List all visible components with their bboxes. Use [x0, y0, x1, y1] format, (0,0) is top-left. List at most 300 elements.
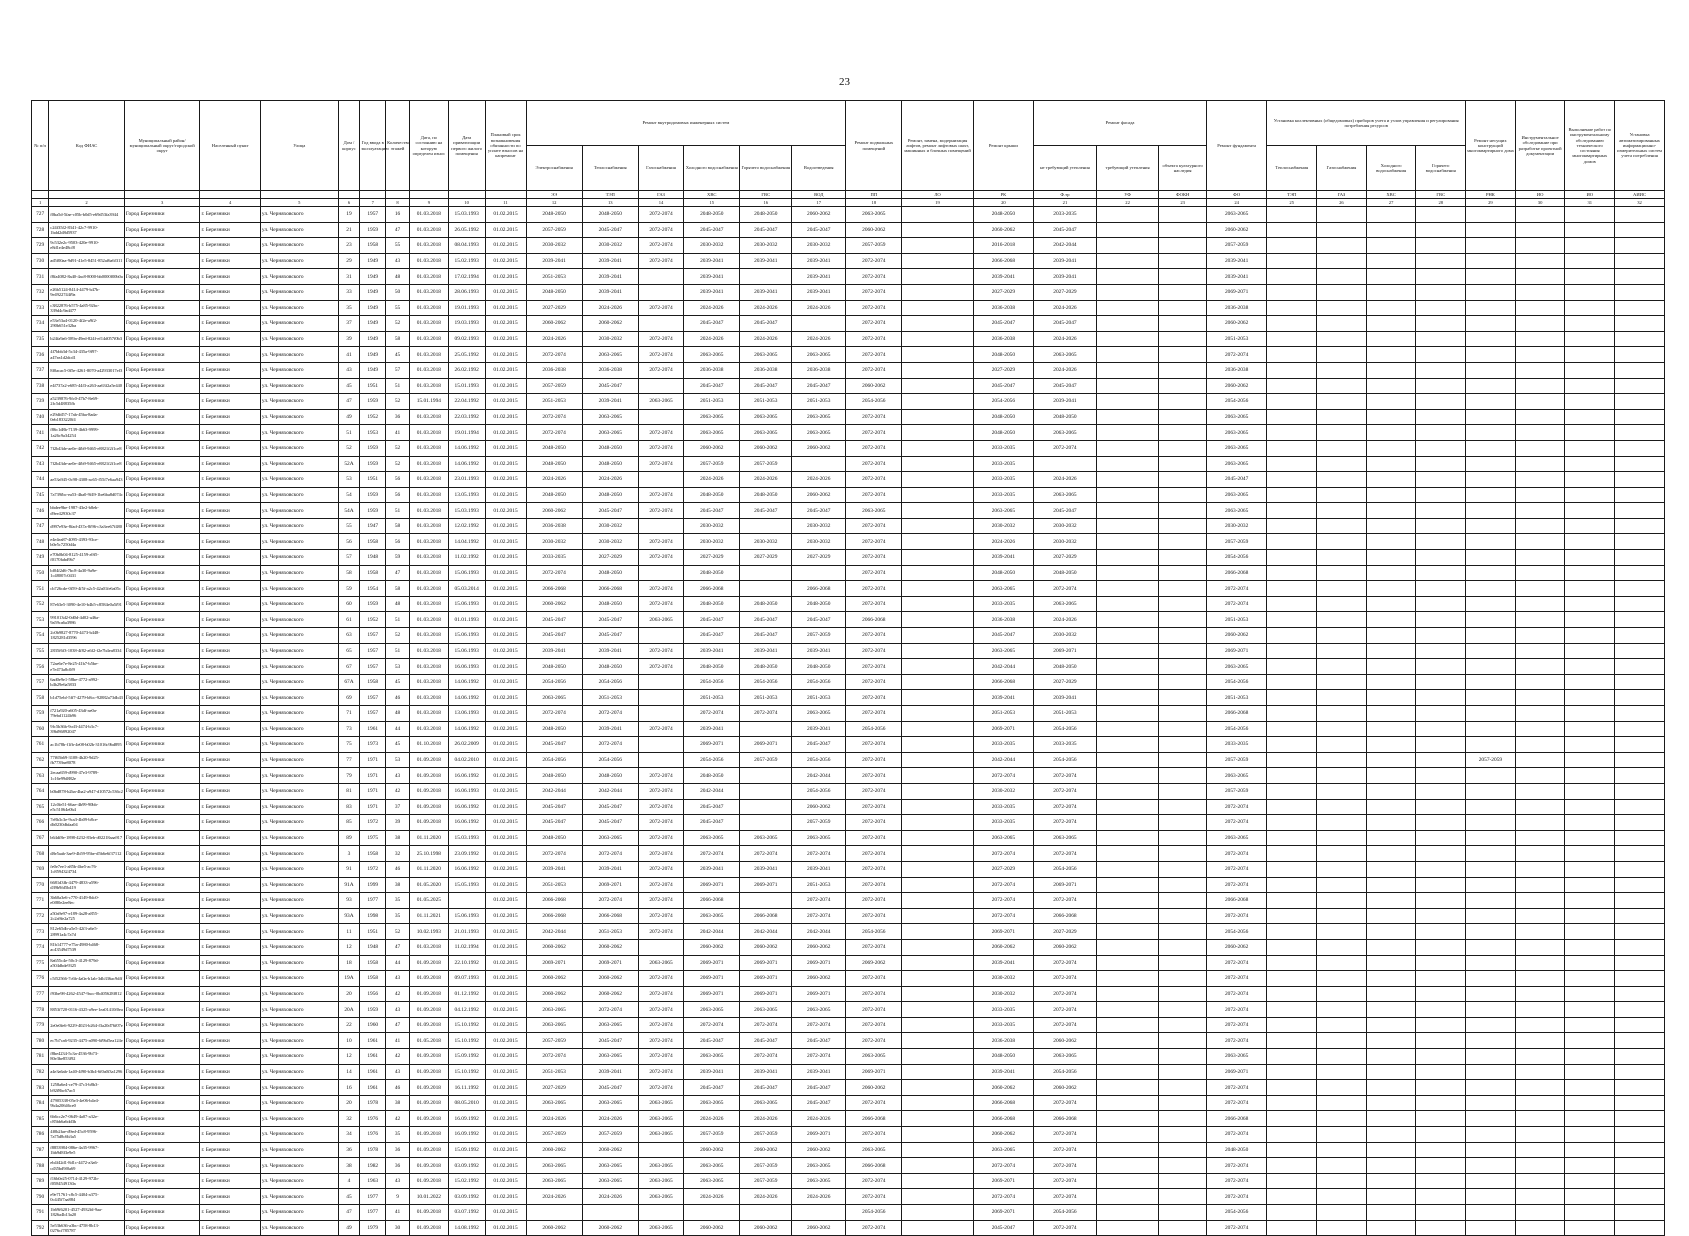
column-header: Ремонт крыши — [973, 101, 1033, 191]
cell-rk: 2072-2074 — [973, 846, 1033, 862]
cell-m2 — [1317, 783, 1367, 799]
cell-lo — [902, 394, 973, 410]
cell-m4 — [1416, 284, 1466, 300]
column-number: 24 — [1206, 199, 1266, 207]
cell-street: ул. Черняховского — [260, 362, 338, 378]
cell-fo: 2072-2074 — [1206, 799, 1266, 815]
column-number: 9 — [409, 199, 448, 207]
cell-ai — [1615, 628, 1665, 644]
cell-d1: 01.09.2018 — [409, 1127, 448, 1143]
cell-fo: 2036-2038 — [1206, 300, 1266, 316]
cell-ai — [1615, 799, 1665, 815]
cell-n: 769 — [32, 861, 49, 877]
cell-n: 768 — [32, 846, 49, 862]
cell-vod: 2054-2056 — [792, 783, 846, 799]
cell-year: 1949 — [360, 331, 386, 347]
cell-n: 739 — [32, 394, 49, 410]
cell-hvs: 2060-2062 — [684, 440, 740, 456]
cell-ai — [1615, 269, 1665, 285]
cell-m3 — [1366, 846, 1416, 862]
cell-loc: г. Березники — [200, 316, 260, 332]
cell-vod: 2042-2044 — [792, 924, 846, 940]
cell-ee: 2045-2047 — [526, 815, 582, 831]
cell-d1: 01.03.2018 — [409, 238, 448, 254]
cell-tep: 2051-2053 — [582, 924, 638, 940]
cell-d3: 01.02.2015 — [485, 846, 526, 862]
cell-n: 770 — [32, 877, 49, 893]
cell-loc: г. Березники — [200, 440, 260, 456]
cell-f3 — [1159, 596, 1207, 612]
cell-d2: 15.06.1993 — [448, 628, 485, 644]
cell-m3 — [1366, 752, 1416, 768]
cell-n: 746 — [32, 503, 49, 519]
cell-rk: 2027-2029 — [973, 861, 1033, 877]
cell-lo — [902, 861, 973, 877]
cell-pp: 2072-2074 — [846, 565, 902, 581]
cell-rk: 2060-2062 — [973, 1127, 1033, 1143]
cell-f1: 2063-2065 — [1034, 596, 1097, 612]
cell-mun: Город Березники — [124, 253, 200, 269]
cell-fias: e9e71761-c8c5-4404-a375-0c445f7aa884 — [49, 1189, 125, 1205]
cell-io1 — [1515, 971, 1565, 987]
cell-gvs: 2069-2071 — [740, 877, 792, 893]
cell-loc: г. Березники — [200, 534, 260, 550]
cell-fias: 5e53b636-a3bc-4758-8b13-0276cf785787 — [49, 1220, 125, 1236]
cell-f1: 2045-2047 — [1034, 222, 1097, 238]
cell-gas: 2063-2065 — [638, 1095, 683, 1111]
cell-d3: 01.02.2015 — [485, 534, 526, 550]
cell-gvs: 2042-2044 — [740, 924, 792, 940]
cell-street: ул. Черняховского — [260, 830, 338, 846]
cell-f2 — [1096, 861, 1159, 877]
cell-d3: 01.02.2015 — [485, 815, 526, 831]
cell-ee: 2066-2068 — [526, 893, 582, 909]
cell-ee: 2057-2059 — [526, 378, 582, 394]
cell-gvs — [740, 1205, 792, 1221]
cell-f3 — [1159, 1173, 1207, 1189]
cell-d3: 01.02.2015 — [485, 1205, 526, 1221]
cell-io2 — [1565, 690, 1615, 706]
cell-rnk — [1466, 284, 1516, 300]
cell-hvs: 2069-2071 — [684, 971, 740, 987]
cell-tep: 2060-2062 — [582, 971, 638, 987]
cell-io2 — [1565, 269, 1615, 285]
cell-io2 — [1565, 331, 1615, 347]
cell-n: 727 — [32, 207, 49, 223]
cell-ee: 2045-2047 — [526, 612, 582, 628]
cell-hvs: 2054-2056 — [684, 674, 740, 690]
cell-ai — [1615, 939, 1665, 955]
cell-d1: 01.03.2018 — [409, 440, 448, 456]
cell-d3: 01.02.2015 — [485, 721, 526, 737]
cell-n: 792 — [32, 1220, 49, 1236]
table-row — [32, 1064, 1665, 1080]
cell-io1 — [1515, 628, 1565, 644]
cell-io1 — [1515, 581, 1565, 597]
cell-io2 — [1565, 1189, 1615, 1205]
cell-ee: 2051-2053 — [526, 1064, 582, 1080]
cell-mun: Город Березники — [124, 612, 200, 628]
cell-hvs: 2039-2041 — [684, 253, 740, 269]
cell-house: 34 — [338, 1127, 360, 1143]
cell-io1 — [1515, 1189, 1565, 1205]
cell-mun: Город Березники — [124, 456, 200, 472]
cell-f3 — [1159, 628, 1207, 644]
cell-gvs: 2024-2026 — [740, 300, 792, 316]
cell-lo — [902, 783, 973, 799]
header-row — [32, 101, 1665, 146]
cell-io2 — [1565, 238, 1615, 254]
cell-d1: 01.03.2018 — [409, 472, 448, 488]
cell-d1: 01.03.2018 — [409, 534, 448, 550]
cell-m2 — [1317, 659, 1367, 675]
cell-m2 — [1317, 1205, 1367, 1221]
cell-house: 91 — [338, 861, 360, 877]
cell-loc: г. Березники — [200, 378, 260, 394]
cell-f2 — [1096, 331, 1159, 347]
cell-d2: 15.10.1992 — [448, 1033, 485, 1049]
cell-f1: 2072-2074 — [1034, 783, 1097, 799]
cell-rk: 2069-2071 — [973, 1173, 1033, 1189]
cell-lo — [902, 893, 973, 909]
cell-vod: 2045-2047 — [792, 1033, 846, 1049]
cell-year: 1951 — [360, 472, 386, 488]
cell-ee: 2060-2062 — [526, 316, 582, 332]
cell-house: 3 — [338, 846, 360, 862]
cell-fias: b64df8e-1898-4232-83eb-d02218aaa917 — [49, 830, 125, 846]
cell-year: 1961 — [360, 1064, 386, 1080]
cell-vod: 2051-2053 — [792, 394, 846, 410]
cell-vod: 2063-2065 — [792, 830, 846, 846]
cell-io1 — [1515, 1049, 1565, 1065]
cell-rnk — [1466, 440, 1516, 456]
cell-fias: f93be98-4262-4547-9acc-0b405628f812 — [49, 986, 125, 1002]
cell-f2 — [1096, 1142, 1159, 1158]
table-row — [32, 1205, 1665, 1221]
cell-hvs: 2048-2050 — [684, 596, 740, 612]
cell-m2 — [1317, 861, 1367, 877]
cell-io2 — [1565, 971, 1615, 987]
cell-n: 781 — [32, 1049, 49, 1065]
cell-fl: 41 — [386, 425, 410, 441]
cell-io1 — [1515, 300, 1565, 316]
cell-pp: 2072-2074 — [846, 752, 902, 768]
cell-io2 — [1565, 706, 1615, 722]
cell-street: ул. Черняховского — [260, 394, 338, 410]
cell-tep: 2048-2050 — [582, 487, 638, 503]
cell-fias: 87e63e5-3090-4e10-b4b5-c8584e0a5f91 — [49, 596, 125, 612]
column-number: 13 — [582, 199, 638, 207]
cell-tep: 2024-2026 — [582, 472, 638, 488]
cell-f2 — [1096, 721, 1159, 737]
cell-street: ул. Черняховского — [260, 924, 338, 940]
cell-io2 — [1565, 207, 1615, 223]
cell-f2 — [1096, 1080, 1159, 1096]
cell-lo — [902, 316, 973, 332]
cell-f2 — [1096, 300, 1159, 316]
cell-m4 — [1416, 1158, 1466, 1174]
column-header: Выполнение работ по инструментальному обследованию технического состояния многоквартирных домов — [1565, 101, 1615, 191]
cell-d2: 11.02.1992 — [448, 550, 485, 566]
cell-f1: 2072-2074 — [1034, 1220, 1097, 1236]
cell-f3 — [1159, 955, 1207, 971]
cell-d3: 01.02.2015 — [485, 347, 526, 363]
column-subheader: Холодного водоснабжения — [684, 146, 740, 191]
cell-ee: 2063-2065 — [526, 1158, 582, 1174]
cell-pp: 2069-2062 — [846, 955, 902, 971]
cell-io1 — [1515, 908, 1565, 924]
cell-rnk — [1466, 347, 1516, 363]
cell-d3: 01.02.2015 — [485, 1002, 526, 1018]
column-subheader: требующий утепления — [1096, 146, 1159, 191]
cell-m3 — [1366, 1220, 1416, 1236]
cell-fo: 2066-2068 — [1206, 893, 1266, 909]
cell-fias: 2835f6f3-1038-4f82-a6f2-f2e7b4ea8334 — [49, 643, 125, 659]
table-row — [32, 737, 1665, 753]
cell-io1 — [1515, 362, 1565, 378]
cell-year: 1976 — [360, 1111, 386, 1127]
cell-io2 — [1565, 628, 1615, 644]
cell-gvs: 2048-2050 — [740, 487, 792, 503]
cell-fias: ac1b78b-f1fb-4e08-b02b-31016c9bd895 — [49, 737, 125, 753]
column-header: № п/п — [32, 101, 49, 191]
cell-m4 — [1416, 721, 1466, 737]
cell-street: ул. Черняховского — [260, 1173, 338, 1189]
cell-d1: 01.09.2018 — [409, 1205, 448, 1221]
cell-d1: 01.03.2018 — [409, 503, 448, 519]
cell-d3: 01.02.2015 — [485, 706, 526, 722]
cell-year: 1979 — [360, 1220, 386, 1236]
cell-d1: 01.09.2018 — [409, 1064, 448, 1080]
cell-hvs: 2030-2032 — [684, 534, 740, 550]
table-row — [32, 690, 1665, 706]
cell-tep: 2054-2056 — [582, 752, 638, 768]
code-cell: РК — [973, 191, 1033, 199]
cell-f3 — [1159, 362, 1207, 378]
cell-gvs: 2069-2071 — [740, 737, 792, 753]
cell-street: ул. Черняховского — [260, 783, 338, 799]
cell-house: 54 — [338, 487, 360, 503]
cell-street: ул. Черняховского — [260, 238, 338, 254]
cell-house: 14 — [338, 1064, 360, 1080]
cell-house: 73 — [338, 721, 360, 737]
cell-gas: 2063-2065 — [638, 1189, 683, 1205]
column-number: 31 — [1565, 199, 1615, 207]
cell-ai — [1615, 1158, 1665, 1174]
cell-vod: 2045-2047 — [792, 503, 846, 519]
cell-m1 — [1267, 986, 1317, 1002]
cell-n: 775 — [32, 955, 49, 971]
cell-vod — [792, 565, 846, 581]
cell-m4 — [1416, 1017, 1466, 1033]
cell-f2 — [1096, 207, 1159, 223]
cell-fl: 38 — [386, 1095, 410, 1111]
cell-f1: 2072-2074 — [1034, 955, 1097, 971]
cell-io2 — [1565, 596, 1615, 612]
cell-f2 — [1096, 908, 1159, 924]
cell-io1 — [1515, 456, 1565, 472]
cell-year: 1958 — [360, 955, 386, 971]
cell-gvs — [740, 581, 792, 597]
cell-d1: 01.03.2018 — [409, 643, 448, 659]
cell-m3 — [1366, 690, 1416, 706]
cell-ee: 2060-2062 — [526, 939, 582, 955]
cell-fias: f8853984-086e-4a35-9967-1bb9d8f3e9e5 — [49, 1142, 125, 1158]
cell-io2 — [1565, 737, 1615, 753]
cell-ai — [1615, 518, 1665, 534]
cell-ee: 2048-2050 — [526, 440, 582, 456]
cell-f1: 2027-2029 — [1034, 550, 1097, 566]
cell-n: 753 — [32, 612, 49, 628]
cell-d3: 01.02.2015 — [485, 472, 526, 488]
column-number: 10 — [448, 199, 485, 207]
cell-m1 — [1267, 409, 1317, 425]
cell-gas: 2072-2074 — [638, 877, 683, 893]
cell-tep: 2024-2026 — [582, 1189, 638, 1205]
cell-d2: 12.02.1992 — [448, 518, 485, 534]
cell-n: 786 — [32, 1127, 49, 1143]
cell-f3 — [1159, 581, 1207, 597]
cell-lo — [902, 284, 973, 300]
cell-tep: 2060-2062 — [582, 986, 638, 1002]
cell-ee: 2048-2050 — [526, 284, 582, 300]
cell-f3 — [1159, 222, 1207, 238]
cell-pp: 2072-2074 — [846, 456, 902, 472]
cell-tep: 2063-2065 — [582, 409, 638, 425]
cell-year: 1963 — [360, 1173, 386, 1189]
cell-ai — [1615, 1173, 1665, 1189]
column-number: 8 — [386, 199, 410, 207]
cell-rnk — [1466, 799, 1516, 815]
cell-street: ул. Черняховского — [260, 1017, 338, 1033]
cell-fl: 16 — [386, 207, 410, 223]
cell-f1: 2060-2062 — [1034, 939, 1097, 955]
cell-lo — [902, 1142, 973, 1158]
cell-rk: 2066-2068 — [973, 1111, 1033, 1127]
cell-fo: 2060-2062 — [1206, 222, 1266, 238]
cell-ai — [1615, 1111, 1665, 1127]
cell-mun: Город Березники — [124, 1064, 200, 1080]
cell-rnk — [1466, 706, 1516, 722]
cell-f1: 2024-2026 — [1034, 612, 1097, 628]
cell-gvs: 2054-2056 — [740, 674, 792, 690]
cell-fias: 3b60a3e6-c770-4149-8dc0-e0f80e2ee8ec — [49, 893, 125, 909]
cell-tep: 2045-2047 — [582, 222, 638, 238]
cell-d2: 05.03.2014 — [448, 581, 485, 597]
cell-io2 — [1565, 518, 1615, 534]
cell-d2: 14.06.1992 — [448, 721, 485, 737]
table-row — [32, 378, 1665, 394]
cell-d3: 01.02.2015 — [485, 1127, 526, 1143]
cell-rk: 2033-2035 — [973, 472, 1033, 488]
cell-ai — [1615, 846, 1665, 862]
cell-m1 — [1267, 674, 1317, 690]
table-row — [32, 1095, 1665, 1111]
cell-f3 — [1159, 1142, 1207, 1158]
table-row — [32, 331, 1665, 347]
cell-street: ул. Черняховского — [260, 378, 338, 394]
cell-year: 1982 — [360, 1158, 386, 1174]
cell-loc: г. Березники — [200, 830, 260, 846]
cell-hvs: 2063-2065 — [684, 1049, 740, 1065]
cell-loc: г. Березники — [200, 1189, 260, 1205]
cell-f3 — [1159, 1017, 1207, 1033]
cell-m3 — [1366, 815, 1416, 831]
cell-gas — [638, 939, 683, 955]
cell-year: 1948 — [360, 939, 386, 955]
cell-gvs — [740, 799, 792, 815]
cell-mun: Город Березники — [124, 440, 200, 456]
cell-fo: 2057-2059 — [1206, 752, 1266, 768]
cell-d1: 01.03.2018 — [409, 316, 448, 332]
cell-street: ул. Черняховского — [260, 409, 338, 425]
cell-ee: 2072-2074 — [526, 347, 582, 363]
cell-fl: 47 — [386, 939, 410, 955]
cell-m3 — [1366, 1002, 1416, 1018]
cell-hvs: 2048-2050 — [684, 768, 740, 784]
cell-m1 — [1267, 659, 1317, 675]
cell-n: 774 — [32, 939, 49, 955]
cell-d2: 16.06.1992 — [448, 815, 485, 831]
cell-m3 — [1366, 986, 1416, 1002]
cell-loc: г. Березники — [200, 1049, 260, 1065]
cell-mun: Город Березники — [124, 1080, 200, 1096]
cell-f3 — [1159, 207, 1207, 223]
cell-fias: f86c1d8b-7139-4b63-9999-1a26c9a34254 — [49, 425, 125, 441]
cell-m4 — [1416, 752, 1466, 768]
column-subheader: Холодного водоснабжения — [1366, 146, 1416, 191]
cell-d1: 01.03.2018 — [409, 300, 448, 316]
cell-house: 77 — [338, 752, 360, 768]
cell-d2: 03.09.1992 — [448, 1158, 485, 1174]
cell-m4 — [1416, 316, 1466, 332]
cell-gvs: 2063-2065 — [740, 1002, 792, 1018]
cell-tep: 2048-2050 — [582, 768, 638, 784]
cell-io2 — [1565, 1173, 1615, 1189]
cell-m2 — [1317, 472, 1367, 488]
header-codes-row — [32, 191, 1665, 199]
cell-tep: 2039-2041 — [582, 721, 638, 737]
cell-f2 — [1096, 269, 1159, 285]
cell-rnk — [1466, 908, 1516, 924]
cell-house: 69 — [338, 690, 360, 706]
cell-rnk — [1466, 472, 1516, 488]
cell-m3 — [1366, 253, 1416, 269]
cell-d2: 13.05.1993 — [448, 487, 485, 503]
code-cell: ГАЗ — [1317, 191, 1367, 199]
cell-fo: 2063-2065 — [1206, 1049, 1266, 1065]
cell-io1 — [1515, 1095, 1565, 1111]
cell-io1 — [1515, 503, 1565, 519]
cell-gas — [638, 269, 683, 285]
cell-fias: 7e8b3c3e-9ca3-4b09-b8ce-db0230dbfaa04 — [49, 815, 125, 831]
cell-house: 56 — [338, 534, 360, 550]
cell-rnk — [1466, 971, 1516, 987]
cell-tep: 2039-2041 — [582, 394, 638, 410]
cell-gvs: 2045-2047 — [740, 612, 792, 628]
cell-ai — [1615, 893, 1665, 909]
cell-f2 — [1096, 596, 1159, 612]
cell-m3 — [1366, 394, 1416, 410]
cell-f1: 2024-2026 — [1034, 331, 1097, 347]
column-subheader: Электроснабжения — [526, 146, 582, 191]
cell-rk: 2063-2065 — [973, 1142, 1033, 1158]
column-header: Код ФИАС — [49, 101, 125, 191]
cell-io1 — [1515, 518, 1565, 534]
cell-ai — [1615, 207, 1665, 223]
cell-house: 18 — [338, 955, 360, 971]
cell-f3 — [1159, 783, 1207, 799]
